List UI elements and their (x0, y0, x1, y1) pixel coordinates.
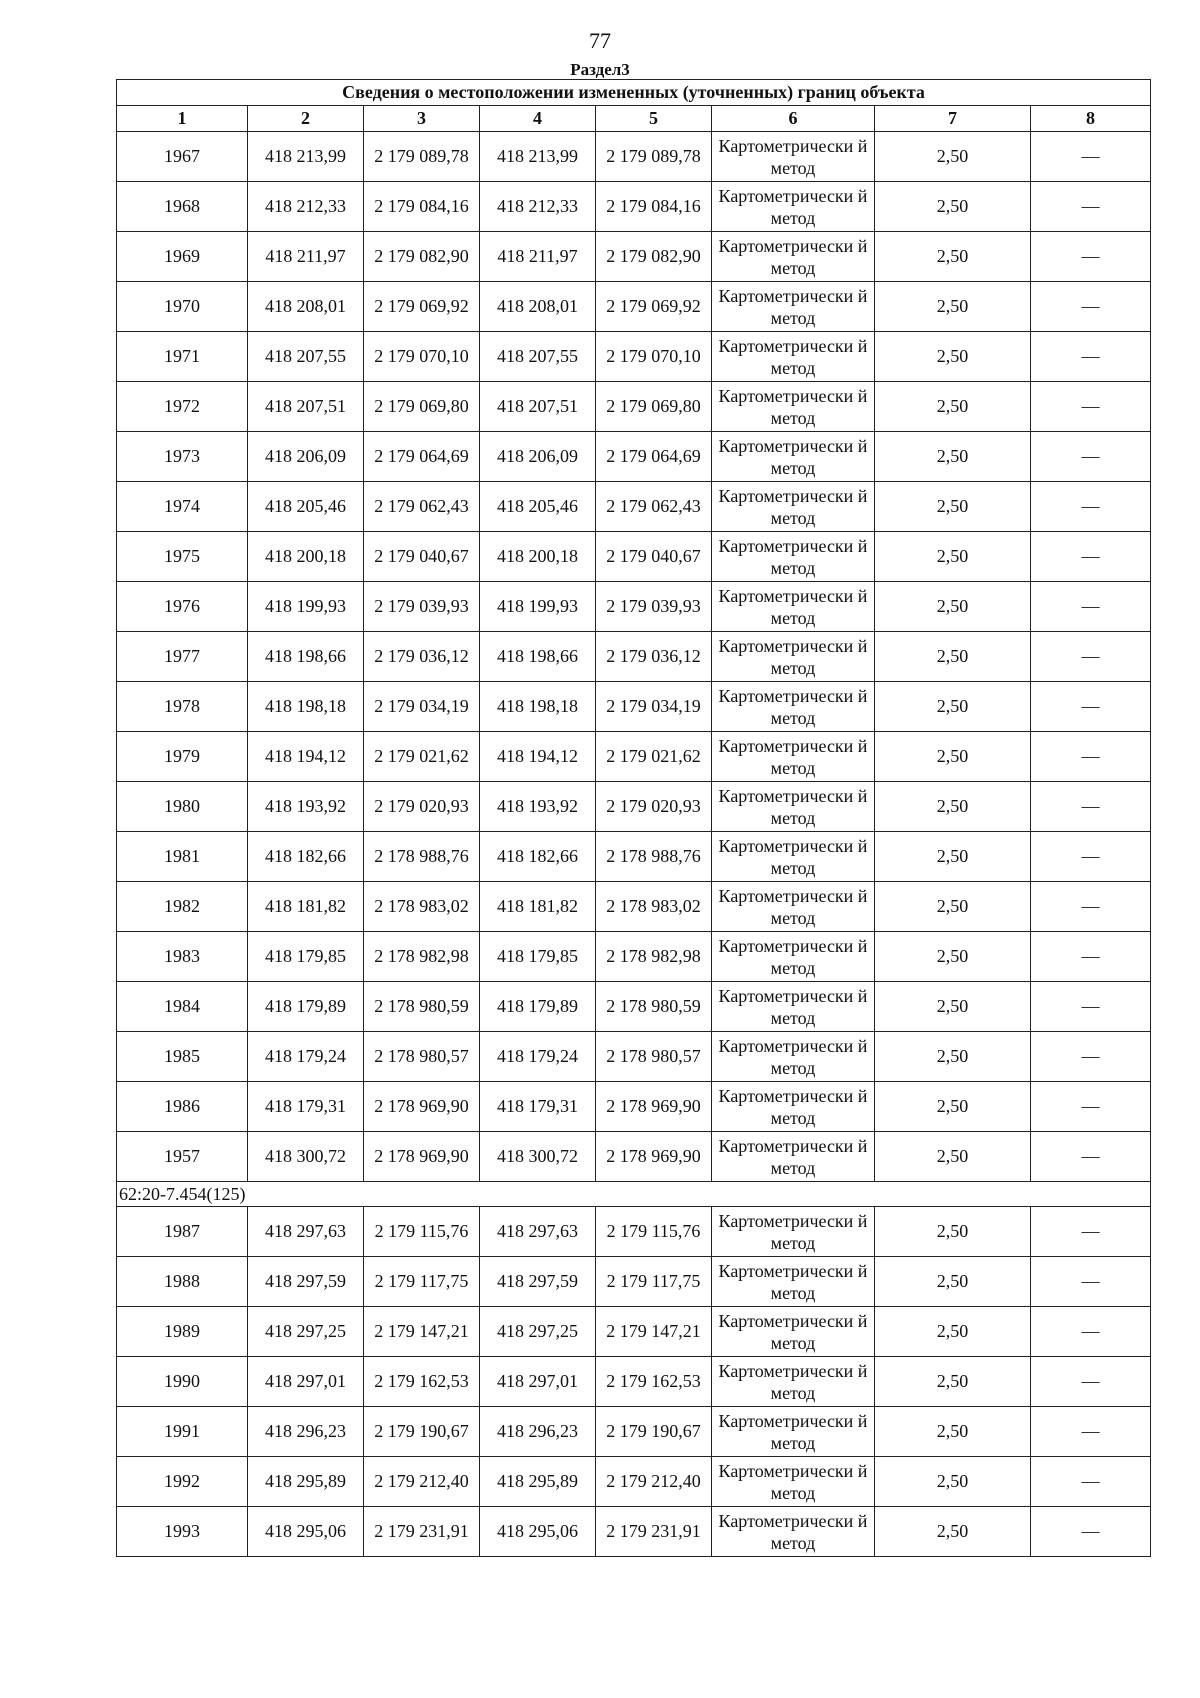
x-new-cell: 418 297,59 (480, 1257, 596, 1307)
accuracy-cell: 2,50 (875, 432, 1031, 482)
method-cell: Картометрически й метод (712, 382, 875, 432)
note-cell: — (1031, 232, 1151, 282)
x-old-cell: 418 300,72 (248, 1132, 364, 1182)
y-old-cell: 2 179 034,19 (364, 682, 480, 732)
method-cell: Картометрически й метод (712, 132, 875, 182)
boundary-points-table (116, 79, 1151, 1557)
note-cell: — (1031, 532, 1151, 582)
point-number-cell: 1979 (117, 732, 248, 782)
x-new-cell: 418 179,85 (480, 932, 596, 982)
note-cell: — (1031, 332, 1151, 382)
x-new-cell: 418 213,99 (480, 132, 596, 182)
y-new-cell: 2 179 064,69 (596, 432, 712, 482)
point-number-cell: 1975 (117, 532, 248, 582)
method-cell: Картометрически й метод (712, 1132, 875, 1182)
table-row (117, 1407, 1151, 1457)
method-cell: Картометрически й метод (712, 1307, 875, 1357)
x-new-cell: 418 300,72 (480, 1132, 596, 1182)
x-old-cell: 418 208,01 (248, 282, 364, 332)
y-old-cell: 2 179 082,90 (364, 232, 480, 282)
x-old-cell: 418 179,24 (248, 1032, 364, 1082)
table-row (117, 332, 1151, 382)
table-row (117, 1507, 1151, 1557)
method-cell: Картометрически й метод (712, 1257, 875, 1307)
y-old-cell: 2 179 115,76 (364, 1207, 480, 1257)
method-cell: Картометрически й метод (712, 882, 875, 932)
y-new-cell: 2 178 969,90 (596, 1132, 712, 1182)
accuracy-cell: 2,50 (875, 1507, 1031, 1557)
table-row (117, 1357, 1151, 1407)
table-row (117, 482, 1151, 532)
x-new-cell: 418 207,55 (480, 332, 596, 382)
method-cell: Картометрически й метод (712, 232, 875, 282)
y-new-cell: 2 179 082,90 (596, 232, 712, 282)
point-number-cell: 1982 (117, 882, 248, 932)
accuracy-cell: 2,50 (875, 632, 1031, 682)
x-old-cell: 418 295,89 (248, 1457, 364, 1507)
y-old-cell: 2 179 084,16 (364, 182, 480, 232)
x-new-cell: 418 297,63 (480, 1207, 596, 1257)
y-old-cell: 2 179 190,67 (364, 1407, 480, 1457)
method-cell: Картометрически й метод (712, 1507, 875, 1557)
point-number-cell: 1970 (117, 282, 248, 332)
y-old-cell: 2 179 040,67 (364, 532, 480, 582)
x-old-cell: 418 297,59 (248, 1257, 364, 1307)
accuracy-cell: 2,50 (875, 1307, 1031, 1357)
x-old-cell: 418 198,66 (248, 632, 364, 682)
point-number-cell: 1971 (117, 332, 248, 382)
table-row (117, 582, 1151, 632)
point-number-cell: 1981 (117, 832, 248, 882)
x-new-cell: 418 295,06 (480, 1507, 596, 1557)
y-new-cell: 2 178 983,02 (596, 882, 712, 932)
point-number-cell: 1957 (117, 1132, 248, 1182)
note-cell: — (1031, 1032, 1151, 1082)
y-old-cell: 2 178 988,76 (364, 832, 480, 882)
accuracy-cell: 2,50 (875, 882, 1031, 932)
note-cell: — (1031, 832, 1151, 882)
x-new-cell: 418 206,09 (480, 432, 596, 482)
x-old-cell: 418 181,82 (248, 882, 364, 932)
table-row (117, 682, 1151, 732)
y-old-cell: 2 179 020,93 (364, 782, 480, 832)
y-new-cell: 2 179 231,91 (596, 1507, 712, 1557)
method-cell: Картометрически й метод (712, 832, 875, 882)
x-new-cell: 418 297,01 (480, 1357, 596, 1407)
y-new-cell: 2 178 982,98 (596, 932, 712, 982)
x-old-cell: 418 200,18 (248, 532, 364, 582)
method-cell: Картометрически й метод (712, 582, 875, 632)
x-old-cell: 418 199,93 (248, 582, 364, 632)
y-old-cell: 2 178 980,57 (364, 1032, 480, 1082)
x-new-cell: 418 212,33 (480, 182, 596, 232)
y-old-cell: 2 179 212,40 (364, 1457, 480, 1507)
x-old-cell: 418 297,25 (248, 1307, 364, 1357)
x-old-cell: 418 206,09 (248, 432, 364, 482)
y-old-cell: 2 179 039,93 (364, 582, 480, 632)
note-cell: — (1031, 1257, 1151, 1307)
point-number-cell: 1991 (117, 1407, 248, 1457)
accuracy-cell: 2,50 (875, 482, 1031, 532)
point-number-cell: 1973 (117, 432, 248, 482)
x-old-cell: 418 207,51 (248, 382, 364, 432)
note-cell: — (1031, 1307, 1151, 1357)
accuracy-cell: 2,50 (875, 582, 1031, 632)
y-new-cell: 2 178 988,76 (596, 832, 712, 882)
accuracy-cell: 2,50 (875, 232, 1031, 282)
y-old-cell: 2 179 162,53 (364, 1357, 480, 1407)
point-number-cell: 1978 (117, 682, 248, 732)
x-new-cell: 418 182,66 (480, 832, 596, 882)
y-old-cell: 2 178 969,90 (364, 1082, 480, 1132)
accuracy-cell: 2,50 (875, 1082, 1031, 1132)
point-number-cell: 1969 (117, 232, 248, 282)
note-cell: — (1031, 382, 1151, 432)
accuracy-cell: 2,50 (875, 982, 1031, 1032)
table-row (117, 932, 1151, 982)
x-old-cell: 418 211,97 (248, 232, 364, 282)
x-new-cell: 418 194,12 (480, 732, 596, 782)
point-number-cell: 1976 (117, 582, 248, 632)
accuracy-cell: 2,50 (875, 932, 1031, 982)
accuracy-cell: 2,50 (875, 182, 1031, 232)
method-cell: Картометрически й метод (712, 532, 875, 582)
method-cell: Картометрически й метод (712, 732, 875, 782)
point-number-cell: 1980 (117, 782, 248, 832)
y-new-cell: 2 179 190,67 (596, 1407, 712, 1457)
y-new-cell: 2 179 212,40 (596, 1457, 712, 1507)
note-cell: — (1031, 132, 1151, 182)
y-new-cell: 2 179 069,92 (596, 282, 712, 332)
method-cell: Картометрически й метод (712, 1207, 875, 1257)
accuracy-cell: 2,50 (875, 132, 1031, 182)
accuracy-cell: 2,50 (875, 332, 1031, 382)
note-cell: — (1031, 682, 1151, 732)
table-row (117, 1032, 1151, 1082)
note-cell: — (1031, 1357, 1151, 1407)
table-row (117, 882, 1151, 932)
point-number-cell: 1984 (117, 982, 248, 1032)
point-number-cell: 1990 (117, 1357, 248, 1407)
x-old-cell: 418 207,55 (248, 332, 364, 382)
x-new-cell: 418 296,23 (480, 1407, 596, 1457)
accuracy-cell: 2,50 (875, 1357, 1031, 1407)
method-cell: Картометрически й метод (712, 332, 875, 382)
method-cell: Картометрически й метод (712, 1082, 875, 1132)
accuracy-cell: 2,50 (875, 282, 1031, 332)
y-new-cell: 2 179 069,80 (596, 382, 712, 432)
table-row (117, 832, 1151, 882)
method-cell: Картометрически й метод (712, 982, 875, 1032)
x-old-cell: 418 296,23 (248, 1407, 364, 1457)
y-new-cell: 2 179 147,21 (596, 1307, 712, 1357)
column-header: 3 (364, 106, 480, 132)
y-old-cell: 2 178 969,90 (364, 1132, 480, 1182)
x-new-cell: 418 198,66 (480, 632, 596, 682)
x-new-cell: 418 181,82 (480, 882, 596, 932)
x-old-cell: 418 295,06 (248, 1507, 364, 1557)
y-new-cell: 2 179 117,75 (596, 1257, 712, 1307)
method-cell: Картометрически й метод (712, 1032, 875, 1082)
x-new-cell: 418 207,51 (480, 382, 596, 432)
point-number-cell: 1985 (117, 1032, 248, 1082)
x-old-cell: 418 198,18 (248, 682, 364, 732)
note-cell: — (1031, 732, 1151, 782)
note-cell: — (1031, 182, 1151, 232)
point-number-cell: 1968 (117, 182, 248, 232)
method-cell: Картометрически й метод (712, 932, 875, 982)
table-row (117, 232, 1151, 282)
column-header: 1 (117, 106, 248, 132)
y-new-cell: 2 179 089,78 (596, 132, 712, 182)
table-row (117, 982, 1151, 1032)
y-new-cell: 2 179 040,67 (596, 532, 712, 582)
method-cell: Картометрически й метод (712, 432, 875, 482)
method-cell: Картометрически й метод (712, 482, 875, 532)
note-cell: — (1031, 782, 1151, 832)
point-number-cell: 1972 (117, 382, 248, 432)
point-number-cell: 1988 (117, 1257, 248, 1307)
note-cell: — (1031, 482, 1151, 532)
method-cell: Картометрически й метод (712, 632, 875, 682)
note-cell: — (1031, 632, 1151, 682)
y-new-cell: 2 178 969,90 (596, 1082, 712, 1132)
y-new-cell: 2 179 084,16 (596, 182, 712, 232)
x-old-cell: 418 212,33 (248, 182, 364, 232)
x-old-cell: 418 179,31 (248, 1082, 364, 1132)
point-number-cell: 1967 (117, 132, 248, 182)
accuracy-cell: 2,50 (875, 1132, 1031, 1182)
column-header: 2 (248, 106, 364, 132)
method-cell: Картометрически й метод (712, 1457, 875, 1507)
point-number-cell: 1974 (117, 482, 248, 532)
y-old-cell: 2 179 117,75 (364, 1257, 480, 1307)
method-cell: Картометрически й метод (712, 782, 875, 832)
table-row (117, 1457, 1151, 1507)
table-title: Сведения о местоположении измененных (уточненных) границ объекта (117, 80, 1151, 106)
table-row (117, 1257, 1151, 1307)
x-new-cell: 418 179,31 (480, 1082, 596, 1132)
x-old-cell: 418 179,89 (248, 982, 364, 1032)
method-cell: Картометрически й метод (712, 282, 875, 332)
point-number-cell: 1992 (117, 1457, 248, 1507)
section-label: Раздел3 (570, 60, 630, 79)
accuracy-cell: 2,50 (875, 1257, 1031, 1307)
y-old-cell: 2 178 982,98 (364, 932, 480, 982)
x-new-cell: 418 208,01 (480, 282, 596, 332)
table-title-row (117, 80, 1151, 106)
method-cell: Картометрически й метод (712, 1407, 875, 1457)
accuracy-cell: 2,50 (875, 1457, 1031, 1507)
table-row (117, 1207, 1151, 1257)
x-new-cell: 418 200,18 (480, 532, 596, 582)
y-new-cell: 2 179 036,12 (596, 632, 712, 682)
note-cell: — (1031, 982, 1151, 1032)
accuracy-cell: 2,50 (875, 1407, 1031, 1457)
y-old-cell: 2 179 069,92 (364, 282, 480, 332)
y-new-cell: 2 179 162,53 (596, 1357, 712, 1407)
y-old-cell: 2 179 089,78 (364, 132, 480, 182)
table-row (117, 782, 1151, 832)
point-number-cell: 1977 (117, 632, 248, 682)
table-row (117, 432, 1151, 482)
y-old-cell: 2 179 070,10 (364, 332, 480, 382)
method-cell: Картометрически й метод (712, 182, 875, 232)
y-new-cell: 2 179 021,62 (596, 732, 712, 782)
accuracy-cell: 2,50 (875, 532, 1031, 582)
y-new-cell: 2 179 034,19 (596, 682, 712, 732)
x-new-cell: 418 297,25 (480, 1307, 596, 1357)
accuracy-cell: 2,50 (875, 682, 1031, 732)
x-new-cell: 418 295,89 (480, 1457, 596, 1507)
page-number: 77 (589, 28, 611, 53)
column-header: 8 (1031, 106, 1151, 132)
column-header: 7 (875, 106, 1031, 132)
note-cell: — (1031, 1407, 1151, 1457)
x-old-cell: 418 179,85 (248, 932, 364, 982)
accuracy-cell: 2,50 (875, 782, 1031, 832)
table-row (117, 1307, 1151, 1357)
table-row (117, 732, 1151, 782)
y-old-cell: 2 179 147,21 (364, 1307, 480, 1357)
table-row (117, 1132, 1151, 1182)
y-old-cell: 2 179 062,43 (364, 482, 480, 532)
y-old-cell: 2 179 069,80 (364, 382, 480, 432)
x-new-cell: 418 179,24 (480, 1032, 596, 1082)
x-old-cell: 418 193,92 (248, 782, 364, 832)
y-new-cell: 2 178 980,57 (596, 1032, 712, 1082)
column-header: 4 (480, 106, 596, 132)
y-old-cell: 2 179 036,12 (364, 632, 480, 682)
point-number-cell: 1989 (117, 1307, 248, 1357)
x-new-cell: 418 198,18 (480, 682, 596, 732)
table-row (117, 1082, 1151, 1132)
x-old-cell: 418 194,12 (248, 732, 364, 782)
y-old-cell: 2 179 064,69 (364, 432, 480, 482)
table-row (117, 182, 1151, 232)
accuracy-cell: 2,50 (875, 1207, 1031, 1257)
method-cell: Картометрически й метод (712, 682, 875, 732)
x-old-cell: 418 297,01 (248, 1357, 364, 1407)
y-new-cell: 2 179 115,76 (596, 1207, 712, 1257)
note-cell: — (1031, 1507, 1151, 1557)
y-old-cell: 2 179 021,62 (364, 732, 480, 782)
note-cell: — (1031, 1082, 1151, 1132)
table-row (117, 632, 1151, 682)
accuracy-cell: 2,50 (875, 382, 1031, 432)
note-cell: — (1031, 932, 1151, 982)
x-new-cell: 418 193,92 (480, 782, 596, 832)
note-cell: — (1031, 1457, 1151, 1507)
y-new-cell: 2 178 980,59 (596, 982, 712, 1032)
note-cell: — (1031, 432, 1151, 482)
accuracy-cell: 2,50 (875, 832, 1031, 882)
y-old-cell: 2 178 980,59 (364, 982, 480, 1032)
accuracy-cell: 2,50 (875, 1032, 1031, 1082)
y-new-cell: 2 179 020,93 (596, 782, 712, 832)
x-old-cell: 418 213,99 (248, 132, 364, 182)
x-old-cell: 418 182,66 (248, 832, 364, 882)
table-row (117, 132, 1151, 182)
point-number-cell: 1983 (117, 932, 248, 982)
table-row (117, 532, 1151, 582)
point-number-cell: 1986 (117, 1082, 248, 1132)
column-header: 6 (712, 106, 875, 132)
y-new-cell: 2 179 062,43 (596, 482, 712, 532)
y-old-cell: 2 179 231,91 (364, 1507, 480, 1557)
note-cell: — (1031, 582, 1151, 632)
note-cell: — (1031, 882, 1151, 932)
x-old-cell: 418 205,46 (248, 482, 364, 532)
y-new-cell: 2 179 070,10 (596, 332, 712, 382)
note-cell: — (1031, 282, 1151, 332)
y-new-cell: 2 179 039,93 (596, 582, 712, 632)
x-new-cell: 418 179,89 (480, 982, 596, 1032)
method-cell: Картометрически й метод (712, 1357, 875, 1407)
table-row (117, 282, 1151, 332)
column-header-row (117, 106, 1151, 132)
note-cell: — (1031, 1207, 1151, 1257)
x-new-cell: 418 211,97 (480, 232, 596, 282)
accuracy-cell: 2,50 (875, 732, 1031, 782)
column-header: 5 (596, 106, 712, 132)
note-cell: — (1031, 1132, 1151, 1182)
point-number-cell: 1987 (117, 1207, 248, 1257)
group-row (117, 1182, 1151, 1207)
cadastral-group-label: 62:20-7.454(125) (117, 1182, 1151, 1207)
x-new-cell: 418 205,46 (480, 482, 596, 532)
table-row (117, 382, 1151, 432)
x-old-cell: 418 297,63 (248, 1207, 364, 1257)
y-old-cell: 2 178 983,02 (364, 882, 480, 932)
x-new-cell: 418 199,93 (480, 582, 596, 632)
point-number-cell: 1993 (117, 1507, 248, 1557)
